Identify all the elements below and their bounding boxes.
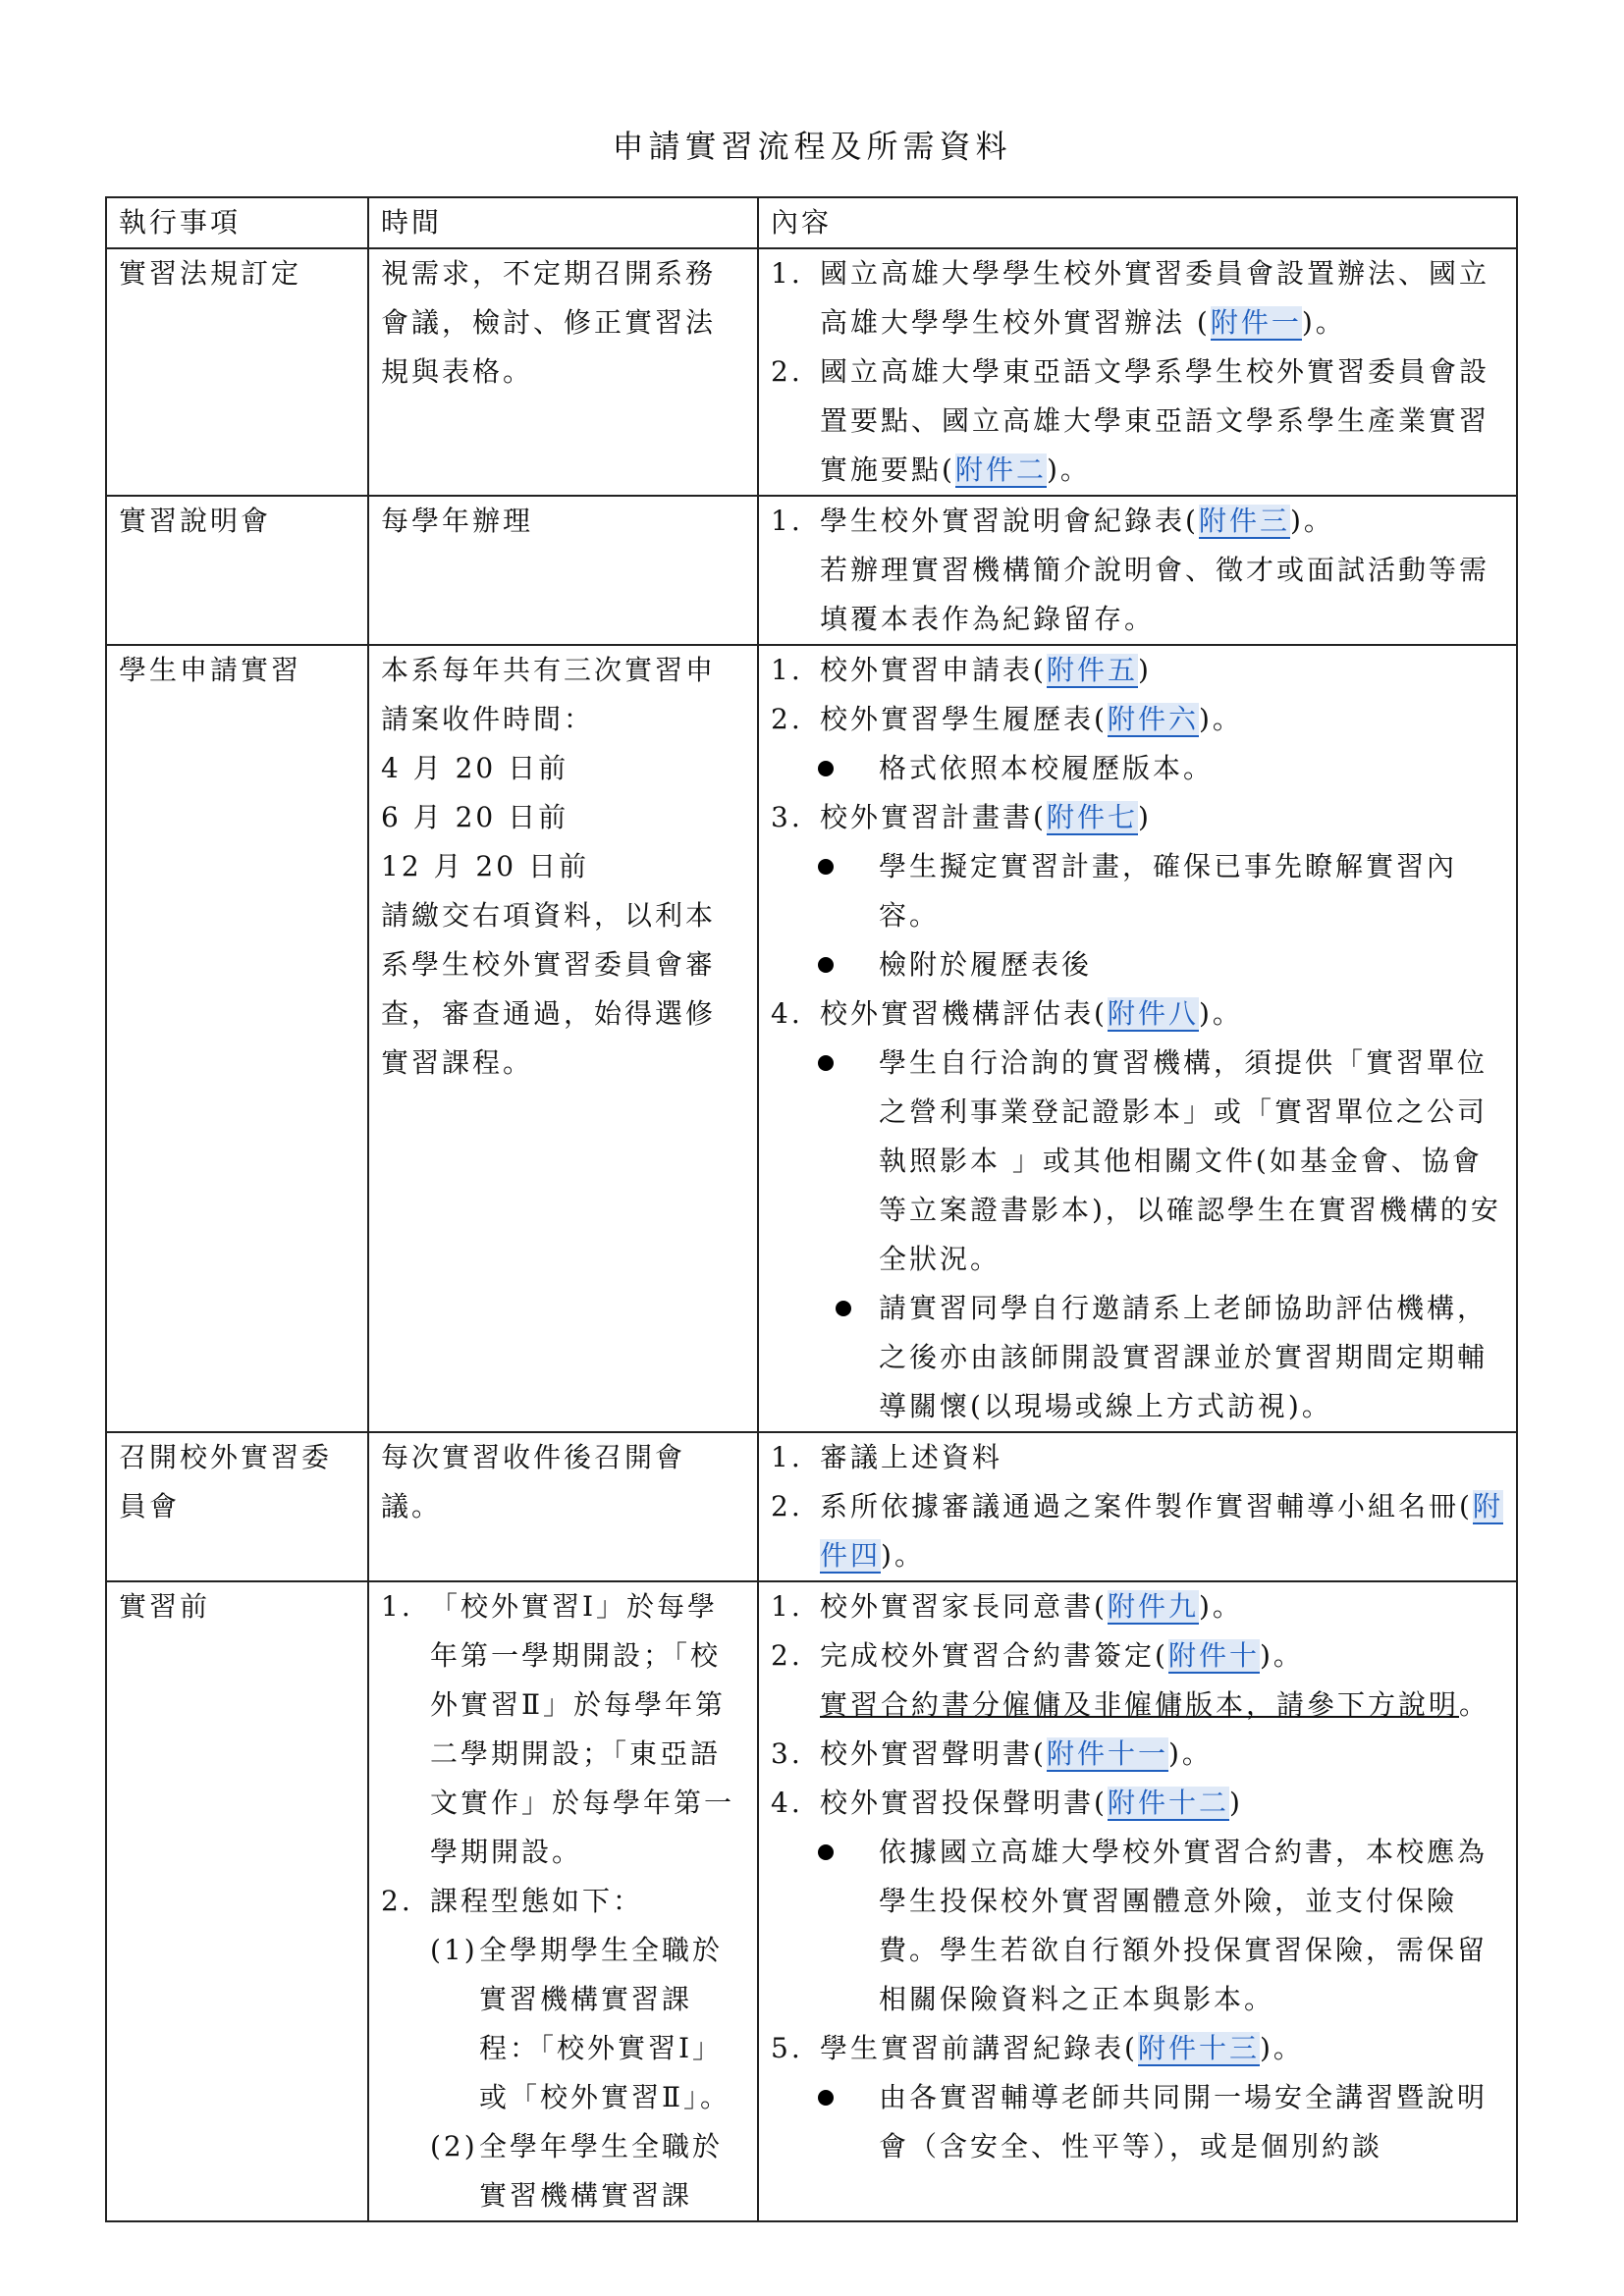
attachment-link[interactable]: 附件八 — [1107, 997, 1199, 1030]
attachment-link[interactable]: 附件一 — [1210, 306, 1302, 339]
table-header-row — [106, 197, 1517, 248]
page-title: 申請實習流程及所需資料 — [612, 128, 1012, 165]
attachment-link[interactable]: 附件七 — [1046, 801, 1138, 833]
bullet-item: 由各實習輔導老師共同開一場安全講習暨說明會（含安全、性平等），或是個別約談 — [771, 2073, 1504, 2171]
content-cell — [758, 1432, 1517, 1581]
header-content: 內容 — [758, 197, 1517, 248]
list-item: 4. 校外實習機構評估表(附件八)。 — [771, 997, 1243, 1030]
time-cell: 本系每年共有三次實習申請案收件時間： 4 月 20 日前 6 月 20 日前 12 月 20 日前 請繳交右項資料，以利本系學生校外實習委員會審查，審查通過，始得選修實習課程。 — [368, 645, 758, 1432]
list-item: (2) 全學年學生全職於實習機構實習課 — [430, 2130, 724, 2212]
bullet-dot-icon — [810, 1828, 879, 1877]
content-cell — [758, 248, 1517, 496]
attachment-link[interactable]: 附件十 — [1167, 1639, 1260, 1672]
bullet-item: 學生擬定實習計畫，確保已事先瞭解實習內容。 — [771, 842, 1504, 940]
task-cell: 實習說明會 — [106, 496, 368, 645]
bullet-dot-icon — [810, 1039, 879, 1088]
bullet-item: 請實習同學自行邀請系上老師協助評估機構，之後亦由該師開設實習課並於實習期間定期輔導關懷(以現場或線上方式訪視)。 — [771, 1284, 1504, 1431]
list-item: 2. 課程型態如下： — [381, 1885, 644, 1917]
table-row — [106, 1432, 1517, 1581]
attachment-link[interactable]: 附件十三 — [1137, 2032, 1260, 2064]
content-cell — [758, 1581, 1517, 2221]
time-cell: 每學年辦理 — [368, 496, 758, 645]
list-item: 1. 「校外實習Ⅰ」於每學年第一學期開設；「校外實習Ⅱ」於每學年第二學期開設；「東亞語文實作」於每學年第一學期開設。 — [381, 1590, 735, 1868]
attachment-link[interactable]: 附件六 — [1107, 703, 1199, 735]
list-item: 4. 校外實習投保聲明書(附件十二) — [771, 1787, 1243, 1819]
list-item: (1) 全學期學生全職於實習機構實習課程：「校外實習Ⅰ」或「校外實習Ⅱ」。 — [430, 1934, 731, 2113]
list-item: 1. 學生校外實習說明會紀錄表(附件三)。 — [771, 505, 1334, 537]
content-cell — [758, 496, 1517, 645]
list-item: 3. 校外實習計畫書(附件七) — [771, 801, 1152, 833]
list-item: 2. 系所依據審議通過之案件製作實習輔導小組名冊(附件四)。 — [771, 1490, 1503, 1572]
content-cell — [758, 645, 1517, 1432]
bullet-item: 學生自行洽詢的實習機構，須提供「實習單位之營利事業登記證影本」或「實習單位之公司執照影本 」或其他相關文件(如基金會、協會等立案證書影本)，以確認學生在實習機構的安全狀況。 — [771, 1039, 1504, 1284]
attachment-link[interactable]: 附件九 — [1107, 1590, 1199, 1623]
header-task: 執行事項 — [106, 197, 368, 248]
bullet-item: 依據國立高雄大學校外實習合約書，本校應為學生投保校外實習團體意外險，並支付保險費。學生若欲自行額外投保實習保險，需保留相關保險資料之正本與影本。 — [771, 1828, 1504, 2024]
table-row — [106, 248, 1517, 496]
list-item: 5. 學生實習前講習紀錄表(附件十三)。 — [771, 2032, 1304, 2064]
bullet-item: 檢附於履歷表後 — [771, 940, 1504, 989]
list-item: 1. 校外實習家長同意書(附件九)。 — [771, 1590, 1243, 1623]
list-item: 1. 校外實習申請表(附件五) — [771, 654, 1152, 686]
task-cell: 實習前 — [106, 1581, 368, 2221]
time-cell: 視需求，不定期召開系務會議，檢討、修正實習法規與表格。 — [368, 248, 758, 496]
attachment-link[interactable]: 附件三 — [1198, 505, 1290, 537]
bullet-item: 格式依照本校履歷版本。 — [771, 744, 1504, 793]
bullet-dot-icon — [810, 842, 879, 891]
list-item: 3. 校外實習聲明書(附件十一)。 — [771, 1737, 1213, 1770]
table-row — [106, 1581, 1517, 2221]
list-item: 2. 完成校外實習合約書簽定(附件十)。 — [771, 1639, 1304, 1672]
table-row — [106, 496, 1517, 645]
bullet-dot-icon — [810, 744, 879, 793]
list-item: 1. 國立高雄大學學生校外實習委員會設置辦法、國立高雄大學學生校外實習辦法 (附件一)。 — [771, 257, 1490, 339]
attachment-link[interactable]: 附件十二 — [1107, 1787, 1229, 1819]
attachment-link[interactable]: 附件五 — [1046, 654, 1138, 686]
note-text: 若辦理實習機構簡介說明會、徵才或面試活動等需填覆本表作為紀錄留存。 — [820, 554, 1490, 635]
task-cell: 召開校外實習委員會 — [106, 1432, 368, 1581]
bullet-dot-icon — [810, 2073, 879, 2122]
list-item: 2. 校外實習學生履歷表(附件六)。 — [771, 703, 1243, 735]
header-time: 時間 — [368, 197, 758, 248]
time-cell: 每次實習收件後召開會議。 — [368, 1432, 758, 1581]
attachment-link[interactable]: 附件二 — [954, 454, 1047, 486]
bullet-dot-icon — [810, 940, 879, 989]
task-cell: 實習法規訂定 — [106, 248, 368, 496]
sub-list — [381, 1926, 745, 2220]
list-item: 2. 國立高雄大學東亞語文學系學生校外實習委員會設置要點、國立高雄大學東亞語文學系學生產業實習實施要點(附件二)。 — [771, 355, 1490, 486]
contract-note: 實習合約書分僱傭及非僱傭版本，請參下方說明。 — [820, 1688, 1490, 1721]
attachment-link[interactable]: 附件十一 — [1046, 1737, 1168, 1770]
time-cell — [368, 1581, 758, 2221]
table-row — [106, 645, 1517, 1432]
attachment-link[interactable]: 附件四 — [820, 1490, 1503, 1572]
task-cell: 學生申請實習 — [106, 645, 368, 1432]
process-table — [105, 196, 1518, 2222]
list-item: 1. 審議上述資料 — [771, 1441, 1003, 1473]
bullet-dot-icon — [828, 1284, 879, 1333]
